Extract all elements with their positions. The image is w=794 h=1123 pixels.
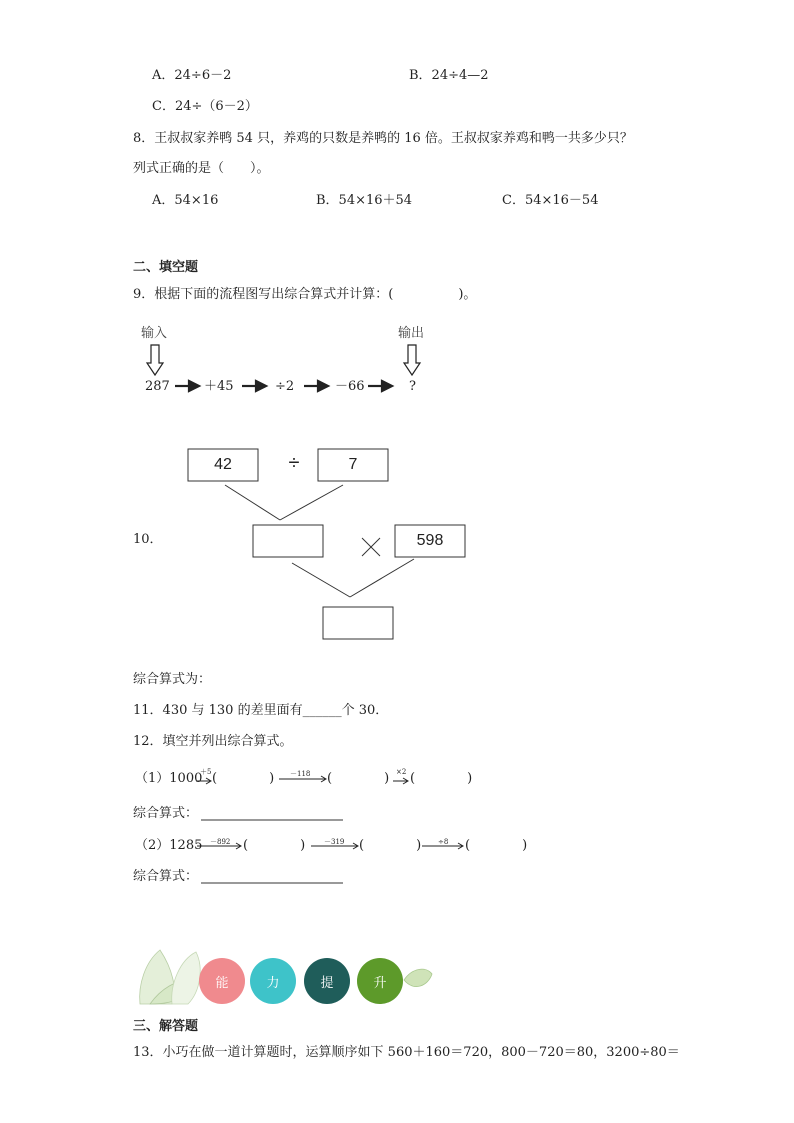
q8-question: 8．王叔叔家养鸭 54 只，养鸡的只数是养鸭的 16 倍。王叔叔家养鸡和鸭一共多少只？ xyxy=(133,131,633,146)
q11-question: 11．430 与 130 的差里面有______个 30． xyxy=(133,703,389,718)
q8-option-b: B．54×16＋54 xyxy=(316,193,413,208)
q10-divide-sign: ÷ xyxy=(288,452,300,474)
q12-part2-formula-label: 综合算式： xyxy=(133,869,199,884)
flow-step-subtract: －66 xyxy=(335,379,365,394)
q8-option-a: A．54×16 xyxy=(152,193,219,208)
section-title-fill-blank: 二、填空题 xyxy=(133,260,199,275)
q12-part1-blank1[interactable]: ( ) xyxy=(212,771,275,786)
flow-step-output: ? xyxy=(409,379,416,394)
banner-circle-sheng: 升 xyxy=(357,958,403,1004)
q10-box-divisor: 7 xyxy=(348,456,358,473)
banner-circle-ti: 提 xyxy=(304,958,350,1004)
q10-formula-label: 综合算式为： xyxy=(133,672,212,687)
q12-question: 12．填空并列出综合算式。 xyxy=(133,734,293,749)
q12-part2-start: （2）1285 xyxy=(135,838,203,853)
q12-part1-op3: ×2 xyxy=(396,768,407,776)
q10-box-dividend: 42 xyxy=(214,456,232,473)
output-label: 输出 xyxy=(398,325,425,340)
q12-part1-op2: －118 xyxy=(290,770,311,778)
flow-step-add: ＋45 xyxy=(204,379,234,394)
flow-step-start: 287 xyxy=(145,379,170,394)
q9-question: 9．根据下面的流程图写出综合算式并计算：( )。 xyxy=(133,287,477,302)
q8-question-cont: 列式正确的是（ ）。 xyxy=(133,161,270,176)
banner-circle-neng: 能 xyxy=(199,958,245,1004)
q10-number: 10． xyxy=(133,532,163,547)
q12-part1-formula-label: 综合算式： xyxy=(133,806,199,821)
output-down-arrow xyxy=(404,345,420,375)
q13-question: 13．小巧在做一道计算题时，运算顺序如下 560＋160＝720，800－720＝80，3200÷80＝ xyxy=(133,1045,680,1060)
q12-part1-op1: ＋5 xyxy=(200,768,212,776)
q12-part2-op3: ÷8 xyxy=(438,838,449,846)
q10-box-multiplier: 598 xyxy=(416,532,444,549)
q7-option-b: B．24÷4—2 xyxy=(409,68,489,83)
flow-step-divide: ÷2 xyxy=(275,379,295,394)
q8-option-c: C．54×16－54 xyxy=(502,193,599,208)
section-title-answer: 三、解答题 xyxy=(133,1019,199,1034)
q12-part1-start: （1）1000 xyxy=(135,771,203,786)
q12-part1-blank3[interactable]: ( ) xyxy=(410,771,473,786)
input-label: 输入 xyxy=(141,325,168,340)
q12-part1-blank2[interactable]: ( ) xyxy=(327,771,390,786)
banner-circle-li: 力 xyxy=(250,958,296,1004)
input-down-arrow xyxy=(147,345,163,375)
q12-part2-blank3[interactable]: ( ) xyxy=(465,838,528,853)
q12-part2-op2: －319 xyxy=(324,838,345,846)
q12-part2-op1: －892 xyxy=(210,838,231,846)
q7-option-a: A．24÷6－2 xyxy=(152,68,232,83)
q12-part2-blank2[interactable]: ( ) xyxy=(359,838,422,853)
q7-option-c: C．24÷（6－2） xyxy=(152,99,258,114)
q12-part2-blank1[interactable]: ( ) xyxy=(243,838,306,853)
